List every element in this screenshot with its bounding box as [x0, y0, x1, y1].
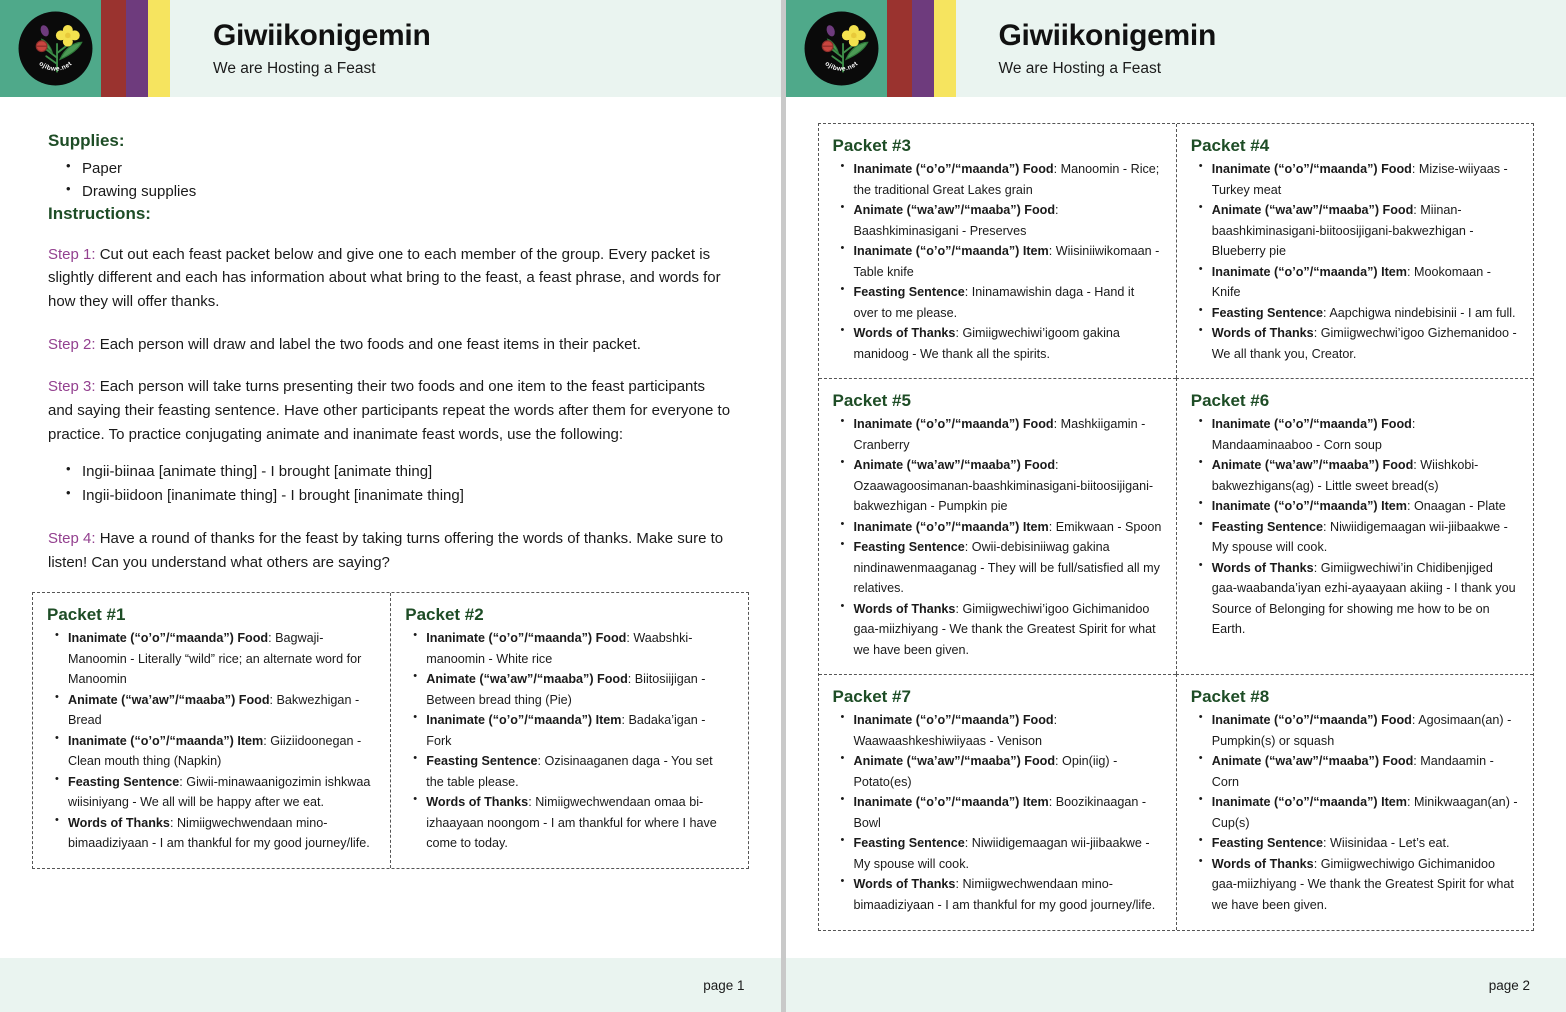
step-4: [48, 527, 733, 574]
packet-item: • Animate (“wa’aw”/“maaba”) Food: Mandaamin - Corn: [1199, 751, 1519, 792]
packet-item-label: Feasting Sentence: [1211, 836, 1324, 851]
packet-item-list: [833, 159, 1162, 364]
packet-item: • Inanimate (“o’o”/“maanda”) Food: Mizise-wiiyaas - Turkey meat: [1199, 159, 1519, 200]
packet-title: Packet #3: [832, 136, 911, 155]
packet-item-label: Words of Thanks: [853, 601, 956, 616]
step-2-label: Step 2:: [48, 335, 96, 353]
packet-item-value: Gimiigwechwi’igoo Gizhemanidoo - We all thank you, Creator.: [1211, 326, 1517, 361]
packet-item-value: Onaagan - Plate: [1413, 499, 1506, 514]
packet-item: • Inanimate (“o’o”/“maanda”) Food: Bagwaji-Manoomin - Literally “wild” rice; an alternate word for Manoomin: [55, 628, 376, 690]
packet-item: • Inanimate (“o’o”/“maanda”) Item: Minikwaagan(an) - Cup(s): [1199, 792, 1519, 833]
packet-item: • Words of Thanks: Nimiigwechwendaan omaa bi-izhaayaan noongom - I am thankful for where I have come to today.: [413, 792, 733, 854]
accent-bar-red: [101, 0, 126, 97]
packet-item-value: Waabshki-manoomin - White rice: [426, 631, 693, 666]
packet-item-value: Giwii-minawaanigozimin ishkwaa wiisiniyang - We all will be happy after we eat.: [68, 774, 371, 810]
packet-item-value: Badaka’igan - Fork: [426, 713, 706, 748]
step-3-text: Each person will take turns presenting their two foods and one item to the feast participants and saying their feasting sentence. Have other participants repeat the words after them for everyone to practice. To practice conjugating animate and inanimate feast words, use the following:: [48, 378, 731, 443]
packet-card: [819, 674, 1176, 929]
packet-item: • Feasting Sentence: Owii-debisiniiwag gakina nindinawenmaaganag - They will be full/satisfied all my relatives.: [841, 537, 1162, 599]
packet-item: • Inanimate (“o’o”/“maanda”) Food: Waabshki-manoomin - White rice: [413, 628, 733, 669]
packet-item-label: Inanimate (“o’o”/“maanda”) Item: [1211, 499, 1407, 514]
packet-item-label: Words of Thanks: [853, 877, 956, 892]
instructions-section: [0, 97, 781, 575]
packet-item-value: Emikwaan - Spoon: [1055, 519, 1162, 534]
packet-item: • Inanimate (“o’o”/“maanda”) Food: Mashkiigamin - Cranberry: [841, 414, 1162, 455]
packet-item-value: Niwiidigemaagan wii-jiibaakwe - My spouse will cook.: [853, 836, 1150, 871]
packet-item-list: [833, 710, 1162, 915]
packet-item-label: Feasting Sentence: [853, 285, 965, 300]
packet-item: • Inanimate (“o’o”/“maanda”) Item: Badaka’igan - Fork: [413, 710, 733, 751]
packet-item-value: Manoomin - Rice; the traditional Great Lakes grain: [853, 162, 1160, 197]
packet-title: Packet #4: [1190, 136, 1270, 155]
packet-item-label: Inanimate (“o’o”/“maanda”) Item: [1211, 264, 1407, 279]
packet-item-label: Inanimate (“o’o”/“maanda”) Food: [1211, 162, 1412, 176]
packet-item: • Words of Thanks: Nimiigwechwendaan mino-bimaadiziyaan - I am thankful for my good journey/life.: [55, 813, 376, 854]
packet-item: • Feasting Sentence: Wiisinidaa - Let’s eat.: [1199, 833, 1519, 854]
packet-item-label: Feasting Sentence: [1211, 519, 1324, 534]
packet-title: Packet #1: [47, 605, 126, 624]
packet-card: [1176, 674, 1533, 929]
packet-item: • Inanimate (“o’o”/“maanda”) Food: Mandaaminaaboo - Corn soup: [1199, 414, 1519, 455]
packet-item: • Inanimate (“o’o”/“maanda”) Item: Wiisiniiwikomaan - Table knife: [841, 241, 1162, 282]
step-2: [48, 333, 733, 357]
packet-card: [819, 124, 1176, 378]
packet-item-value: Bagwaji-Manoomin - Literally “wild” rice; an alternate word for Manoomin: [68, 631, 362, 687]
packet-item-label: Animate (“wa’aw”/“maaba”) Food: [853, 754, 1056, 769]
accent-bar-yellow: [934, 0, 956, 97]
packet-item-list: [1191, 710, 1519, 915]
packet-card: [1176, 124, 1533, 378]
ojibwe-net-logo-icon: [17, 10, 94, 87]
packet-grid-page-2: [818, 123, 1535, 931]
packet-item-list: [47, 628, 376, 854]
packet-card: [390, 593, 747, 868]
packet-item-label: Inanimate (“o’o”/“maanda”) Food: [1211, 417, 1412, 432]
packet-item: • Inanimate (“o’o”/“maanda”) Item: Giiziidoonegan - Clean mouth thing (Napkin): [55, 731, 376, 772]
page-number: page 1: [703, 977, 745, 993]
packet-grid-page-1: [32, 592, 749, 869]
packet-item-label: Animate (“wa’aw”/“maaba”) Food: [853, 203, 1056, 218]
accent-bar-purple: [912, 0, 934, 97]
packet-item-value: Gimiigwechiwi’igoom gakina manidoog - We thank all the spirits.: [853, 326, 1120, 361]
page-1-footer: [0, 958, 781, 1012]
step-4-text: Have a round of thanks for the feast by taking turns offering the words of thanks. Make sure to listen! Can you understand what others are saying?: [48, 530, 724, 571]
packet-item-value: Mandaaminaaboo - Corn soup: [1211, 437, 1382, 452]
packet-item-label: Words of Thanks: [853, 326, 956, 341]
packet-item: • Feasting Sentence: Aapchigwa nindebisinii - I am full.: [1199, 303, 1519, 324]
packet-item-label: Inanimate (“o’o”/“maanda”) Item: [426, 713, 622, 728]
packet-item-label: Words of Thanks: [1211, 560, 1314, 575]
accent-bar-teal: [0, 0, 101, 97]
accent-bar-teal: [786, 0, 887, 97]
packet-item-value: Wiishkobi-bakwezhigans(ag) - Little sweet bread(s): [1211, 458, 1479, 493]
packet-item-list: [833, 414, 1162, 660]
packet-item: • Feasting Sentence: Ozisinaaganen daga - You set the table please.: [413, 751, 733, 792]
packet-item-label: Words of Thanks: [1211, 326, 1314, 341]
packet-item: • Animate (“wa’aw”/“maaba”) Food: Biitosiijigan - Between bread thing (Pie): [413, 669, 733, 710]
packet-item: • Inanimate (“o’o”/“maanda”) Food: Manoomin - Rice; the traditional Great Lakes grain: [841, 159, 1162, 200]
packet-item: • Animate (“wa’aw”/“maaba”) Food: Ozaawagoosimanan-baashkiminasigani-biitoosijigani-bakwezhigan - Pumpkin pie: [841, 455, 1162, 517]
packet-item-label: Animate (“wa’aw”/“maaba”) Food: [1211, 458, 1414, 473]
packet-item-label: Animate (“wa’aw”/“maaba”) Food: [68, 692, 270, 707]
page-1: [0, 0, 781, 1012]
packet-item-value: Bakwezhigan - Bread: [68, 692, 360, 728]
packet-item-label: Inanimate (“o’o”/“maanda”) Food: [853, 713, 1054, 728]
packet-item-label: Feasting Sentence: [1211, 305, 1324, 320]
packet-item: • Words of Thanks: Nimiigwechwendaan mino-bimaadiziyaan - I am thankful for my good journey/life.: [841, 874, 1162, 915]
page-subtitle: We are Hosting a Feast: [213, 60, 376, 78]
packet-item: • Inanimate (“o’o”/“maanda”) Food: Waawaashkeshiwiiyaas - Venison: [841, 710, 1162, 751]
step-1: [48, 243, 733, 314]
packet-item: • Inanimate (“o’o”/“maanda”) Item: Emikwaan - Spoon: [841, 517, 1162, 538]
ojibwe-net-logo-icon: [803, 10, 880, 87]
packet-title: Packet #6: [1190, 391, 1270, 411]
packet-item-label: Inanimate (“o’o”/“maanda”) Food: [1211, 713, 1412, 728]
packet-item: • Inanimate (“o’o”/“maanda”) Item: Boozikinaagan - Bowl: [841, 792, 1162, 833]
page-1-header: [0, 0, 781, 97]
packet-item-value: Wiisiniiwikomaan - Table knife: [853, 244, 1160, 279]
header-text-block: [956, 0, 1566, 97]
packet-item-label: Animate (“wa’aw”/“maaba”) Food: [1211, 203, 1414, 218]
page-2: [786, 0, 1566, 1012]
packet-item-label: Words of Thanks: [426, 795, 529, 810]
packet-item-value: Nimiigwechwendaan omaa bi-izhaayaan noongom - I am thankful for where I have come to today.: [426, 795, 717, 851]
packet-item-label: Feasting Sentence: [68, 774, 180, 789]
list-item: • Drawing supplies: [66, 180, 733, 203]
header-text-block: [170, 0, 781, 97]
list-item: • Ingii-biinaa [animate thing] - I brought [animate thing]: [66, 460, 733, 484]
packet-item-label: Feasting Sentence: [426, 754, 538, 769]
packet-item-value: Miinan-baashkiminasigani-biitoosijigani-bakwezhigan - Blueberry pie: [1211, 203, 1474, 259]
page-title: Giwiikonigemin: [998, 18, 1216, 52]
packet-item-value: Aapchigwa nindebisinii - I am full.: [1329, 305, 1516, 320]
instructions-heading: Instructions:: [48, 203, 151, 223]
packet-item-label: Inanimate (“o’o”/“maanda”) Item: [853, 519, 1049, 534]
packet-item: • Feasting Sentence: Giwii-minawaanigozimin ishkwaa wiisiniyang - We all will be happy after we eat.: [55, 772, 376, 813]
supplies-heading: Supplies:: [48, 131, 125, 150]
packet-card: [819, 378, 1176, 674]
page-title: Giwiikonigemin: [213, 18, 431, 52]
packet-title: Packet #8: [1190, 687, 1270, 707]
accent-bar-yellow: [148, 0, 170, 97]
list-item: • Paper: [66, 157, 733, 180]
page-subtitle: We are Hosting a Feast: [998, 60, 1162, 78]
packet-item: • Feasting Sentence: Niwiidigemaagan wii-jiibaakwe - My spouse will cook.: [1199, 517, 1519, 558]
packet-card: [1176, 378, 1533, 674]
packet-item-label: Animate (“wa’aw”/“maaba”) Food: [426, 672, 628, 687]
packet-item-value: Mizise-wiiyaas - Turkey meat: [1211, 162, 1508, 197]
packet-item: • Animate (“wa’aw”/“maaba”) Food: Wiishkobi-bakwezhigans(ag) - Little sweet bread(s): [1199, 455, 1519, 496]
step-3: [48, 375, 733, 446]
packet-item-value: Opin(iig) - Potato(es): [853, 754, 1118, 789]
packet-item-value: Waawaashkeshiwiiyaas - Venison: [853, 733, 1043, 748]
packet-item-label: Inanimate (“o’o”/“maanda”) Food: [426, 631, 627, 645]
page-number: page 2: [1488, 977, 1530, 993]
packet-item: • Inanimate (“o’o”/“maanda”) Food: Agosimaan(an) - Pumpkin(s) or squash: [1199, 710, 1519, 751]
packet-item-list: [1191, 159, 1519, 364]
logo-wordmark: ojibwe.net: [37, 60, 74, 73]
packet-item: • Feasting Sentence: Niwiidigemaagan wii-jiibaakwe - My spouse will cook.: [841, 833, 1162, 874]
step-4-label: Step 4:: [48, 530, 96, 548]
packet-item-list: [405, 628, 733, 854]
packet-item-label: Inanimate (“o’o”/“maanda”) Item: [853, 244, 1049, 259]
packet-title: Packet #2: [405, 605, 484, 624]
accent-bar-red: [887, 0, 912, 97]
packet-item-value: Mandaamin - Corn: [1211, 754, 1494, 789]
packet-item-label: Inanimate (“o’o”/“maanda”) Food: [68, 631, 269, 645]
step-1-label: Step 1:: [48, 245, 96, 263]
packet-item: • Feasting Sentence: Ininamawishin daga - Hand it over to me please.: [841, 282, 1162, 323]
packet-item-label: Inanimate (“o’o”/“maanda”) Food: [853, 417, 1054, 432]
packet-item-label: Feasting Sentence: [853, 836, 965, 851]
packet-item-value: Giiziidoonegan - Clean mouth thing (Napkin): [68, 733, 362, 769]
packet-item-value: Boozikinaagan - Bowl: [853, 795, 1147, 830]
packet-item-label: Inanimate (“o’o”/“maanda”) Item: [853, 795, 1049, 810]
packet-item: • Inanimate (“o’o”/“maanda”) Item: Mookomaan - Knife: [1199, 262, 1519, 303]
packet-item: • Words of Thanks: Gimiigwechiwi’in Chidibenjiged gaa-waabanda’iyan ezhi-ayaayaan akiing - I thank you Source of Belonging for showing me how to be on Earth.: [1199, 558, 1519, 640]
packet-item: • Words of Thanks: Gimiigwechiwi’igoo Gichimanidoo gaa-miizhiyang - We thank the Greatest Spirit for what we have been given.: [841, 599, 1162, 661]
packet-item-value: Owii-debisiniiwag gakina nindinawenmaaganag - They will be full/satisfied all my relatives.: [853, 540, 1160, 596]
packet-item-value: Ozisinaaganen daga - You set the table please.: [426, 754, 713, 789]
packet-item-value: Minikwaagan(an) - Cup(s): [1211, 795, 1518, 830]
step-3-label: Step 3:: [48, 378, 96, 396]
packet-item-value: Gimiigwechiwigo Gichimanidoo gaa-miizhiyang - We thank the Greatest Spirit for what we have been given.: [1211, 856, 1514, 912]
packet-item-label: Words of Thanks: [1211, 856, 1314, 871]
packet-item-label: Feasting Sentence: [853, 540, 965, 555]
packet-item-value: Wiisinidaa - Let’s eat.: [1330, 836, 1450, 851]
packet-item-value: Gimiigwechiwi’igoo Gichimanidoo gaa-miizhiyang - We thank the Greatest Spirit for what we have been given.: [853, 601, 1156, 657]
packet-item-label: Inanimate (“o’o”/“maanda”) Item: [68, 733, 264, 748]
packet-item-label: Inanimate (“o’o”/“maanda”) Item: [1211, 795, 1407, 810]
packet-item-value: Ininamawishin daga - Hand it over to me please.: [853, 285, 1135, 320]
supplies-list: [48, 157, 733, 204]
page-2-footer: [786, 958, 1566, 1012]
page-1-body: [0, 97, 781, 958]
conjugation-phrase-list: [48, 460, 733, 508]
packet-item: • Animate (“wa’aw”/“maaba”) Food: Bakwezhigan - Bread: [55, 690, 376, 731]
packet-item: • Words of Thanks: Gimiigwechiwi’igoom gakina manidoog - We thank all the spirits.: [841, 323, 1162, 364]
accent-bar-purple: [126, 0, 148, 97]
packet-item: • Words of Thanks: Gimiigwechwi’igoo Gizhemanidoo - We all thank you, Creator.: [1199, 323, 1519, 364]
packet-item: • Words of Thanks: Gimiigwechiwigo Gichimanidoo gaa-miizhiyang - We thank the Greatest Spirit for what we have been given.: [1199, 854, 1519, 916]
page-2-body: [786, 97, 1566, 958]
packet-item-value: Agosimaan(an) - Pumpkin(s) or squash: [1211, 713, 1512, 748]
packet-item-label: Words of Thanks: [68, 815, 170, 830]
packet-item: • Inanimate (“o’o”/“maanda”) Item: Onaagan - Plate: [1199, 496, 1519, 517]
step-2-text: Each person will draw and label the two foods and one feast items in their packet.: [95, 335, 641, 353]
packets-section: [786, 97, 1566, 931]
packet-item-label: Inanimate (“o’o”/“maanda”) Food: [853, 162, 1054, 176]
packet-item-value: Ozaawagoosimanan-baashkiminasigani-biitoosijigani-bakwezhigan - Pumpkin pie: [853, 478, 1154, 514]
step-1-text: Cut out each feast packet below and give one to each member of the group. Every packet is slightly different and each has information about what bring to the feast, a feast phrase, and words for how they will offer thanks.: [48, 245, 721, 310]
list-item: • Ingii-biidoon [inanimate thing] - I brought [inanimate thing]: [66, 484, 733, 508]
packet-card: [33, 593, 390, 868]
packet-item-value: Mashkiigamin - Cranberry: [853, 417, 1146, 452]
packet-item-value: Niwiidigemaagan wii-jiibaakwe - My spouse will cook.: [1211, 519, 1508, 555]
packet-item-value: Nimiigwechwendaan mino-bimaadiziyaan - I am thankful for my good journey/life.: [853, 877, 1156, 912]
packet-item-value: Nimiigwechwendaan mino-bimaadiziyaan - I am thankful for my good journey/life.: [68, 815, 370, 851]
packet-item-value: Gimiigwechiwi’in Chidibenjiged gaa-waabanda’iyan ezhi-ayaayaan akiing - I thank you Source of Belonging for showing me how to be on Earth.: [1211, 560, 1516, 637]
packet-title: Packet #7: [832, 687, 911, 707]
packet-item-label: Animate (“wa’aw”/“maaba”) Food: [853, 458, 1056, 473]
packet-item-list: [1191, 414, 1519, 640]
packet-item-label: Animate (“wa’aw”/“maaba”) Food: [1211, 754, 1414, 769]
page-2-header: [786, 0, 1566, 97]
packet-item: • Animate (“wa’aw”/“maaba”) Food: Baashkiminasigani - Preserves: [841, 200, 1162, 241]
packet-item-value: Baashkiminasigani - Preserves: [853, 223, 1027, 238]
packet-title: Packet #5: [832, 391, 911, 411]
packet-item-value: Biitosiijigan - Between bread thing (Pie): [426, 672, 706, 707]
packet-item: • Animate (“wa’aw”/“maaba”) Food: Opin(iig) - Potato(es): [841, 751, 1162, 792]
logo-wordmark: ojibwe.net: [822, 60, 860, 73]
packet-item: • Animate (“wa’aw”/“maaba”) Food: Miinan-baashkiminasigani-biitoosijigani-bakwezhigan - Blueberry pie: [1199, 200, 1519, 262]
packet-item-value: Mookomaan - Knife: [1211, 264, 1491, 300]
